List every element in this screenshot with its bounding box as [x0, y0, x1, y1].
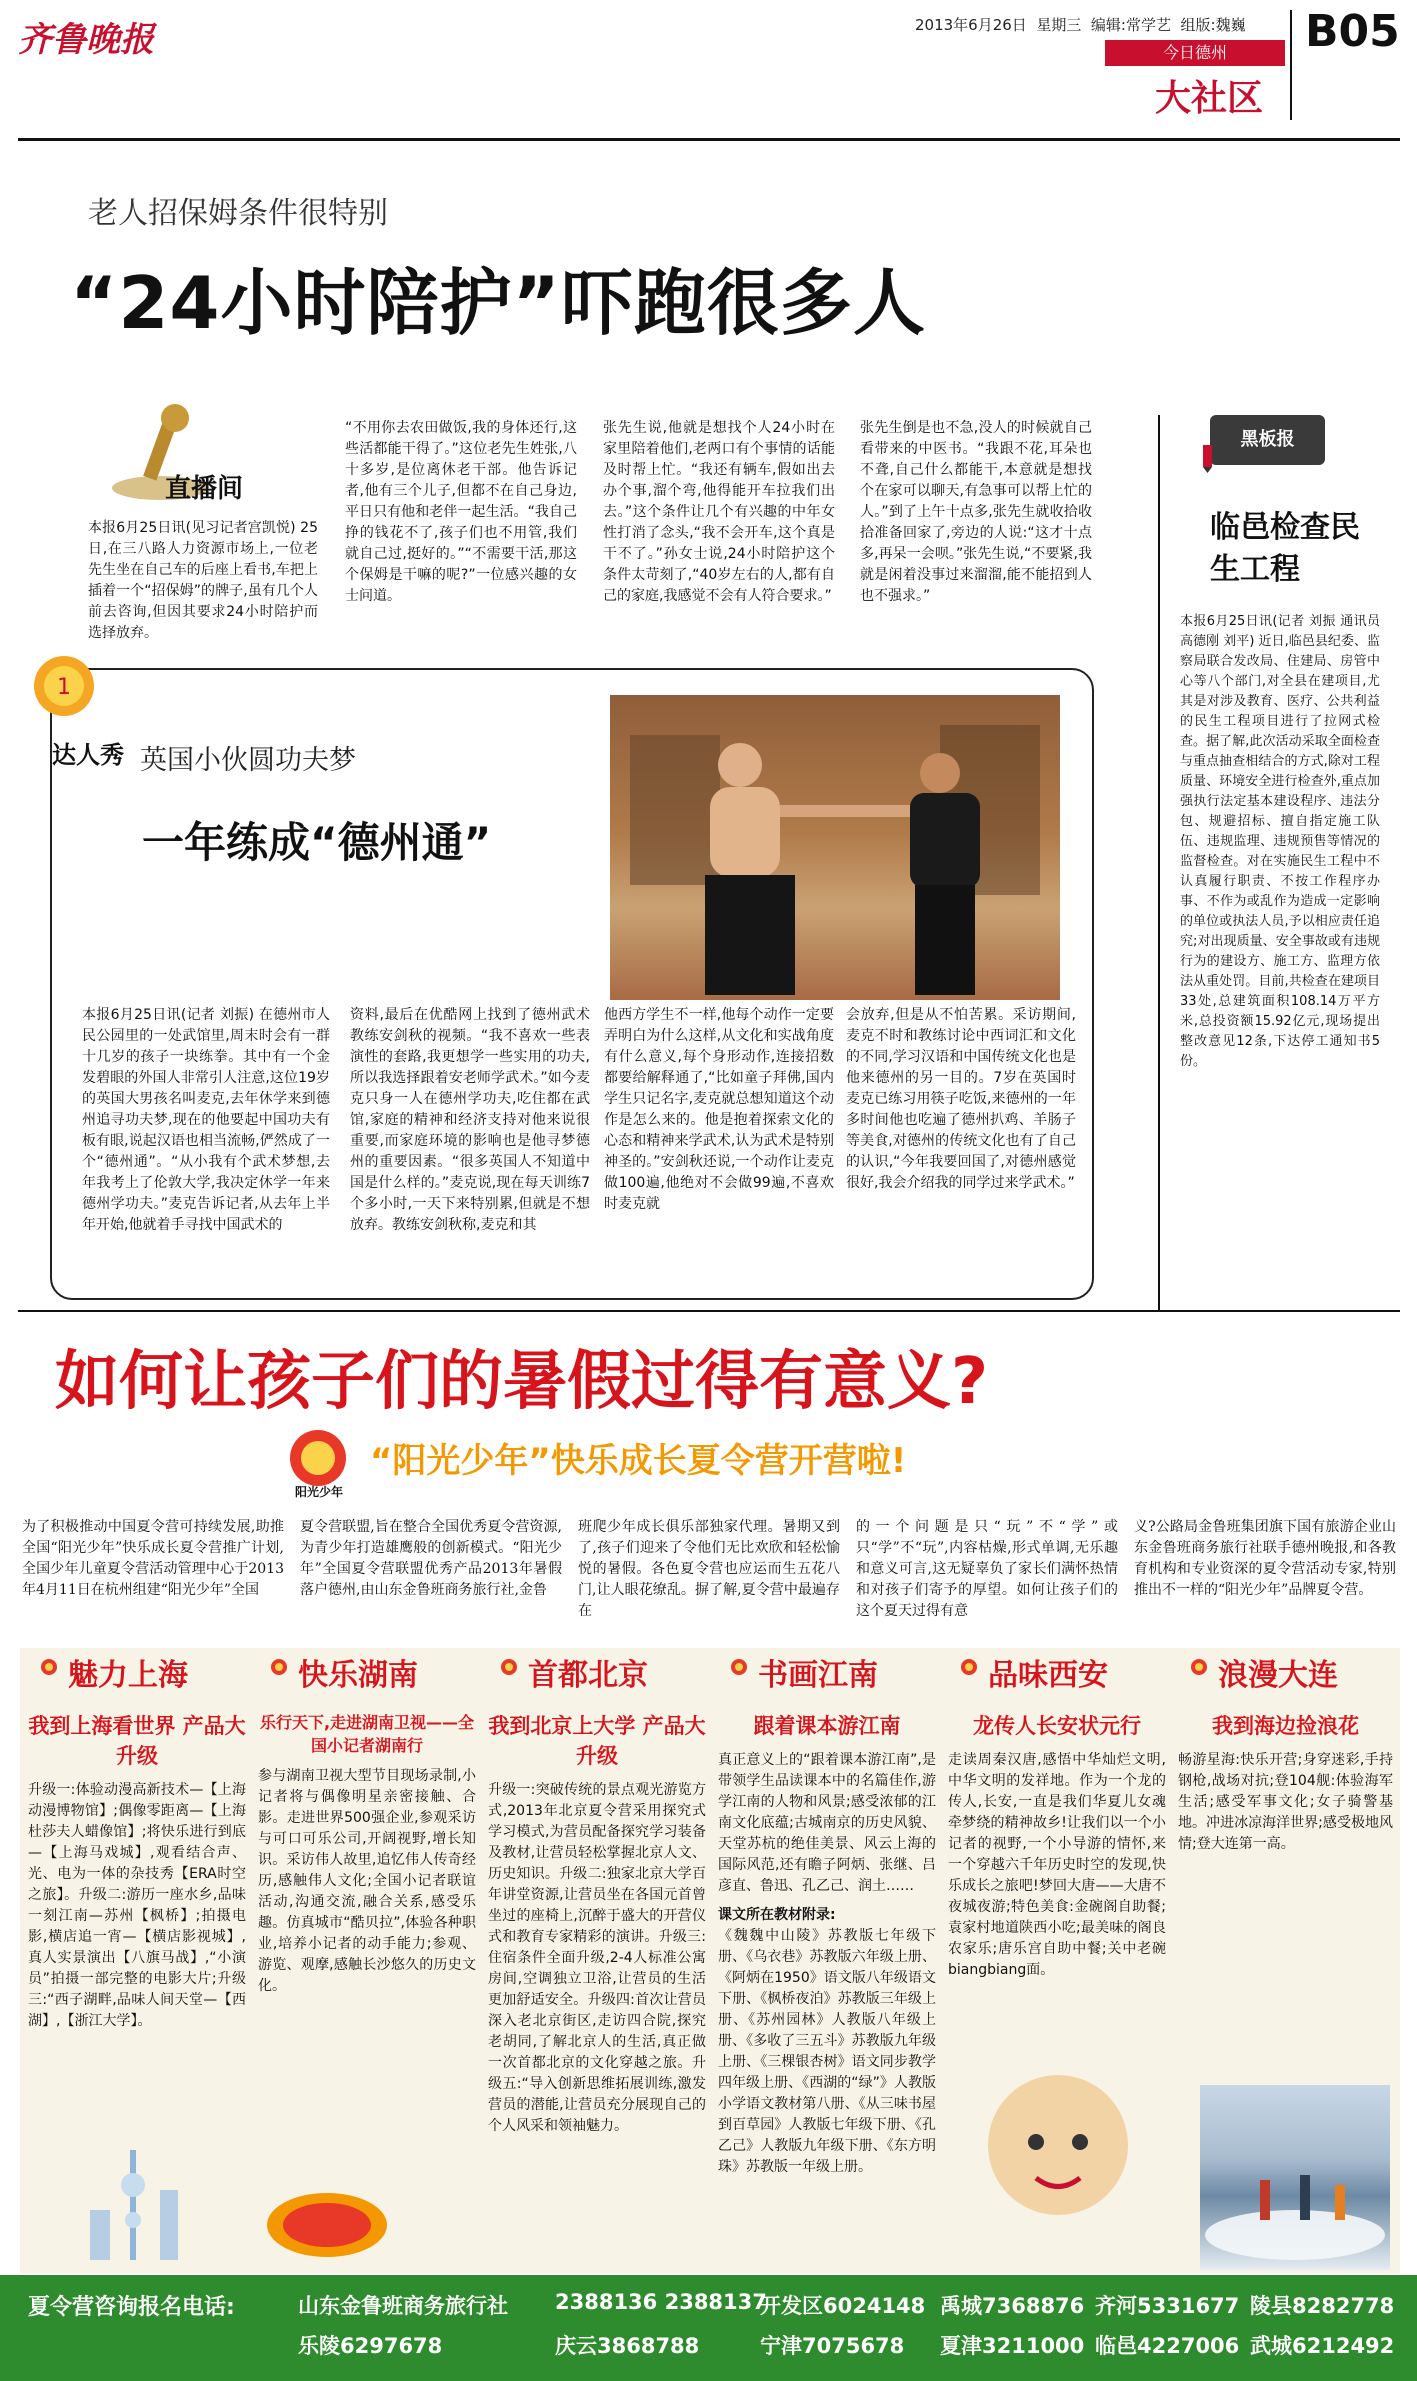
destination-hunan — [258, 1650, 476, 1997]
footer-phone: 临邑4227006 — [1095, 2334, 1240, 2358]
footer-phone: 禹城7368876 — [940, 2294, 1085, 2318]
destination-beijing — [488, 1650, 706, 2137]
footer-phone: 乐陵6297678 — [298, 2334, 443, 2358]
destination-subtitle: 跟着课本游江南 — [753, 1714, 901, 1738]
page-number: B05 — [1305, 6, 1400, 57]
footer-main-phones: 2388136 2388137 — [555, 2290, 767, 2314]
flower-icon — [494, 1652, 524, 1682]
flower-icon — [954, 1652, 984, 1682]
summer-headline: 如何让孩子们的暑假过得有意义? — [55, 1345, 989, 1419]
section-rule — [18, 1310, 1400, 1312]
issue-weekday: 星期三 — [1036, 16, 1082, 34]
destination-title: 书画江南 — [758, 1658, 878, 1693]
lead-col-3: 张先生说,他就是想找个人24小时在家里陪着他们,老两口有个事情的话能及时帮上忙。“我还有辆车,假如出去办个事,溜个弯,他得能开车拉我们出去。”这个条件让几个有兴趣的中年女性打消了念头,“我不会开车,这个真是干不了。”孙女士说,24小时陪护这个条件太苛刻了,“40岁左右的人,都有自己的家庭,我感觉不会有人符合要求。” — [603, 420, 835, 604]
sidebar-body: 本报6月25日讯(记者 刘振 通讯员 高德刚 刘平) 近日,临邑县纪委、监察局联合发改局、住建局、房管中心等八个部门,对全县在建项目,尤其是对涉及教育、医疗、公共利益的民生工程项目进行了拉网式检查。据了解,此次活动采取全面检查与重点抽查相结合的方式,除对工程质量、环境安全进行检查外,重点加强执行法定基本建设程序、违法分包、规避招标、擅自指定施工队伍、违规监理、违规预售等情况的监督检查。对在实施民生工程中不认真履行职责、不按工作程序办事、不作为或乱作为造成一定影响的单位或执法人员,予以相应责任追究;对出现质量、安全事故或有违规行为的建设方、施工方、监理方依法从重处罚。目前,共检查在建项目33处,总建筑面积108.14万平方米,总投资额15.92亿元,现场提出整改意见12条,下达停工通知书5份。 — [1180, 614, 1380, 1069]
destination-subtitle: 我到上海看世界 产品大升级 — [28, 1714, 246, 1768]
feature-col-3: 他西方学生不一样,他每个动作一定要弄明白为什么这样,从文化和实战角度有什么意义,每个身形动作,连接招数都要给解释通了,“比如童子拜佛,国内学生只记名字,麦克就总想知道这个动作是怎么来的。他是抱着探索文化的心态和精神来学武术,认为武术是特别神圣的。”安剑秋还说,一个动作让麦克做100遍,他绝对不会做99遍,不喜欢时麦克就 — [604, 1007, 834, 1212]
footer-label: 夏令营咨询报名电话: — [28, 2295, 235, 2320]
destination-body: 走读周秦汉唐,感悟中华灿烂文明,中华文明的发祥地。作为一个龙的传人,长安,一直是我们华夏儿女魂牵梦绕的精神故乡!让我们以一个小记者的视野,一个小导游的情怀,来一个穿越六千年历史时空的发现,快乐成长之旅吧!梦回大唐——大唐不夜城夜游;特色美食:金碗阁自助餐;袁家村地道陕西小吃;最美味的阁良农家乐;唐乐宫自助中餐;关中老碗biangbiang面。 — [948, 1752, 1166, 1978]
destination-subtitle: 我到海边捡浪花 — [1212, 1714, 1359, 1738]
textbook-note-title: 课文所在教材附录: — [718, 1907, 836, 1923]
summer-intro-4: 的一个问题是只“玩”不“学”或只“学”不“玩”,内容枯燥,形式单调,无乐趣和意义可言,这无疑辜负了家长们满怀热情和对孩子们寄予的厚望。如何让孩子们的这个夏天过得有意 — [856, 1519, 1118, 1619]
footer-phone: 齐河5331677 — [1095, 2294, 1240, 2318]
section-title: 大社区 — [1155, 78, 1264, 119]
destination-subtitle: 龙传人长安状元行 — [973, 1714, 1141, 1738]
header-rule — [18, 138, 1400, 141]
lead-kicker: 老人招保姆条件很特别 — [88, 196, 388, 231]
medal-icon — [30, 650, 98, 732]
lead-col-4: 张先生倒是也不急,没人的时候就自己看带来的中医书。“我跟不花,耳朵也不聋,自己什么都能干,本意就是想找个在家可以聊天,有急事可以帮上忙的人。”到了上午十点多,张先生就收拾收拾准备回家了,旁边的人说:“这才十点多,再呆一会呗。”张先生说,“不要紧,我就是闲着没事过来溜溜,能不能招到人也不强求。” — [860, 420, 1092, 604]
destination-title: 快乐湖南 — [298, 1658, 418, 1693]
footer-agency: 山东金鲁班商务旅行社 — [298, 2294, 508, 2318]
issue-date: 2013年6月26日 — [915, 16, 1027, 34]
lead-col-2: “不用你去农田做饭,我的身体还行,这些活都能干得了。”这位老先生姓张,八十多岁,是位离休老干部。他告诉记者,他有三个儿子,但都不在自己身边,平日只有他和老伴一起生活。“我自己挣的钱花不了,孩子们也不用管,我们就自己过,挺好的。”“不需要干活,那这个保姆是干嘛的呢?”一位感兴趣的女士问道。 — [345, 420, 577, 604]
destination-body: 升级一:突破传统的景点观光游览方式,2013年北京夏令营采用探究式学习模式,为营员配备探究学习装备及教材,让营员轻松掌握北京人文、历史知识。升级二:独家北京大学百年讲堂资源,让营员坐在各国元首曾坐过的座椅上,沉醉于盛大的开营仪式和教育专家精彩的演讲。升级三:住宿条件全面升级,2-4人标准公寓房间,空调独立卫浴,让营员的生活更加舒适安全。升级四:首次让营员深入老北京街区,走访四合院,探究老胡同,了解北京人的生活,真正做一次首都北京的文化穿越之旅。升级五:“导入创新思维拓展训练,激发营员的潜能,让营员充分展现自己的个人风采和领袖魅力。 — [488, 1782, 706, 2134]
designer-credit: 组版:魏巍 — [1180, 16, 1246, 34]
kungfu-photo — [610, 695, 1060, 1000]
destination-body: 参与湖南卫视大型节目现场录制,小记者将与偶像明星亲密接触、合影。走进世界500强企业,参观采访与可口可乐公司,开阔视野,增长知识。采访伟人故里,追忆伟人传奇经历,感触伟人文化;全国小记者联谊活动,沟通交流,融合关系,感受乐趣。仿真城市“酷贝拉”,体验各种职业,培养小记者的动手能力;参观、游览、观摩,感触长沙悠久的历史文化。 — [258, 1768, 476, 1994]
shanghai-skyline-illustration — [60, 2130, 240, 2270]
beach-photo — [1200, 2085, 1390, 2270]
feature-col-1: 本报6月25日讯(记者 刘振) 在德州市人民公园里的一处武馆里,周末时会有一群十几岁的孩子一块练拳。其中有一个金发碧眼的外国人非常引人注意,这位19岁的英国大男孩名叫麦克,去年休学来到德州追寻功夫梦,现在的他要起中国功夫有板有眼,说起汉语也相当流畅,俨然成了一个“德州通”。“从小我有个武术梦想,去年我考上了伦敦大学,我决定休学一年来德州学功夫。”麦克告诉记者,从去年上半年开始,他就着手寻找中国武术的 — [82, 1007, 330, 1233]
destination-body: 升级一:体验动漫高新技术—【上海动漫博物馆】;偶像零距离—【上海杜莎夫人蜡像馆】;将快乐进行到底—【上海马戏城】,观看结合声、光、电为一体的杂技秀【ERA时空之旅】。升级二:游历一座水乡,品味一刻江南—苏州【枫桥】;拍摄电影,横店追一宵—【横店影视城】,真人实景演出【八旗马战】,“小演员”拍摄一部完整的电影大片;升级三:“西子湖畔,品味人间天堂—【西湖】,【浙江大学】。 — [28, 1782, 246, 2029]
pencil-icon — [1195, 443, 1220, 473]
feature-headline: 一年练成“德州通” — [142, 818, 492, 867]
editor-credit: 编辑:常学艺 — [1090, 16, 1171, 34]
header-divider — [1290, 10, 1292, 120]
footer-phone: 陵县8282778 — [1250, 2294, 1395, 2318]
flower-icon — [1184, 1652, 1214, 1682]
issue-meta — [915, 14, 1246, 35]
child-illustration — [958, 2050, 1158, 2250]
masthead-logo: 齐鲁晚报 — [18, 20, 154, 60]
footer-phone: 夏津3211000 — [940, 2334, 1085, 2358]
footer-phone: 庆云3868788 — [555, 2334, 700, 2358]
sidebar-title: 临邑检查民生工程 — [1210, 510, 1360, 587]
feature-kicker: 英国小伙圆功夫梦 — [140, 745, 356, 776]
destination-jiangnan — [718, 1650, 936, 2178]
feature-col-2: 资料,最后在优酷网上找到了德州武术教练安剑秋的视频。“我不喜欢一些表演性的套路,我更想学一些实用的功夫,所以我选择跟着安老师学武术。”如今麦克只身一人在德州学功夫,吃住都在武馆,家庭的精神和经济支持对他来说很重要,而家庭环境的影响也是他寻梦德州的重要因素。“很多英国人不知道中国是什么样的。”麦克说,现在每天训练7个多小时,一天下来特别累,但就是不想放弃。教练安剑秋称,麦克和其 — [350, 1007, 590, 1233]
destination-body: 畅游星海:快乐开营;身穿迷彩,手持钢枪,战场对抗;登104舰:体验海军生活;感受军事文化;女子骑警基地。冲进冰凉海洋世界;感受极地风情;登大连第一高。 — [1178, 1752, 1393, 1852]
lead-col-1: 本报6月25日讯(见习记者宫凯悦) 25日,在三八路人力资源市场上,一位老先生坐在自己车的后座上看书,车把上插着一个“招保姆”的牌子,虽有几个人前去咨询,但因其要求24小时陪护而选择放弃。 — [88, 520, 318, 641]
destination-subtitle: 我到北京上大学 产品大升级 — [488, 1714, 706, 1768]
sidebar-tag: 黑板报 — [1210, 415, 1325, 465]
destination-shanghai — [28, 1650, 246, 2032]
destination-subtitle: 乐行天下,走进湖南卫视——全国小记者湖南行 — [259, 1713, 475, 1755]
svg-text:1: 1 — [57, 675, 71, 700]
footer-phone: 宁津7075678 — [760, 2334, 905, 2358]
flower-icon — [724, 1652, 754, 1682]
section-tag: 今日德州 — [1105, 40, 1285, 66]
sidebar-divider — [1158, 415, 1160, 1310]
footer-phone: 武城6212492 — [1250, 2334, 1395, 2358]
summer-subtitle: “阳光少年”快乐成长夏令营开营啦! — [370, 1441, 907, 1481]
destination-xian — [948, 1650, 1166, 1981]
destination-body: 真正意义上的“跟着课本游江南”,是带领学生品读课本中的名篇佳作,游学江南的人物和风景;感受浓郁的江南文化底蕴;古城南京的历史风貌、天堂苏杭的绝佳美景、风云上海的国际风范,还有瞻子阿炳、张继、吕彦直、鲁迅、孔乙己、润土…… — [718, 1752, 936, 1894]
summer-logo-text: 阳光少年 — [294, 1485, 343, 1499]
destination-title: 首都北京 — [528, 1658, 648, 1693]
feature-col-4: 会放弃,但是从不怕苦累。采访期间,麦克不时和教练讨论中西词汇和文化的不同,学习汉语和中国传统文化也是他来德州的另一目的。7岁在英国时麦克已练习用筷子吃饭,来德州的一年多时间他也吃遍了德州扒鸡、羊肠子等美食,对德州的传统文化也有了自己的认识,“今年我要回国了,对德州感觉很好,我会介绍我的同学过来学武术。” — [846, 1007, 1076, 1191]
summer-intro-2: 夏令营联盟,旨在整合全国优秀夏令营资源,为青少年打造雄鹰般的创新模式。“阳光少年”全国夏令营联盟优秀产品2013年暑假落户德州,由山东金鲁班商务旅行社,金鲁 — [300, 1519, 562, 1598]
lead-headline: “24小时陪护”吓跑很多人 — [70, 261, 926, 345]
summer-intro-5: 义?公路局金鲁班集团旗下国有旅游企业山东金鲁班商务旅行社联手德州晚报,和各教育机构和专业资深的夏令营活动专家,特别推出不一样的“阳光少年”品牌夏令营。 — [1134, 1519, 1396, 1598]
feature-tag: 达人秀 — [52, 741, 124, 769]
flower-icon — [34, 1652, 64, 1682]
summer-intro-1: 为了积极推动中国夏令营可持续发展,助推全国“阳光少年”快乐成长夏令营推广计划,全国少年儿童夏令营活动管理中心于2013年4月11日在杭州组建“阳光少年”全国 — [22, 1519, 284, 1598]
happy-china-logo — [262, 2180, 392, 2260]
destination-title: 魅力上海 — [68, 1658, 188, 1693]
destination-title: 品味西安 — [988, 1658, 1108, 1693]
flower-icon — [264, 1652, 294, 1682]
column-label: 直播间 — [165, 474, 244, 504]
destination-title: 浪漫大连 — [1218, 1658, 1338, 1693]
summer-intro-3: 班爬少年成长俱乐部独家代理。暑期又到了,孩子们迎来了令他们无比欢欣和轻松愉悦的暑假。各色夏令营也应运而生五花八门,让人眼花缭乱。摒了解,夏令营中最遍存在 — [578, 1519, 840, 1619]
textbook-note: 《魏魏中山陵》苏教版七年级下册、《乌衣巷》苏教版六年级上册、《阿炳在1950》语文版八年级语文下册、《枫桥夜泊》苏教版三年级上册、《苏州园林》人教版八年级上册、《多收了三五斗》苏教版九年级上册、《三棵银杏树》语文同步教学四年级上册、《西湖的“绿”》人教版小学语文教材第八册、《从三味书屋到百草园》人教版七年级下册、《孔乙己》人教版九年级下册、《东方明珠》苏教版一年级上册。 — [718, 1928, 936, 2175]
footer-phone: 开发区6024148 — [760, 2294, 926, 2318]
